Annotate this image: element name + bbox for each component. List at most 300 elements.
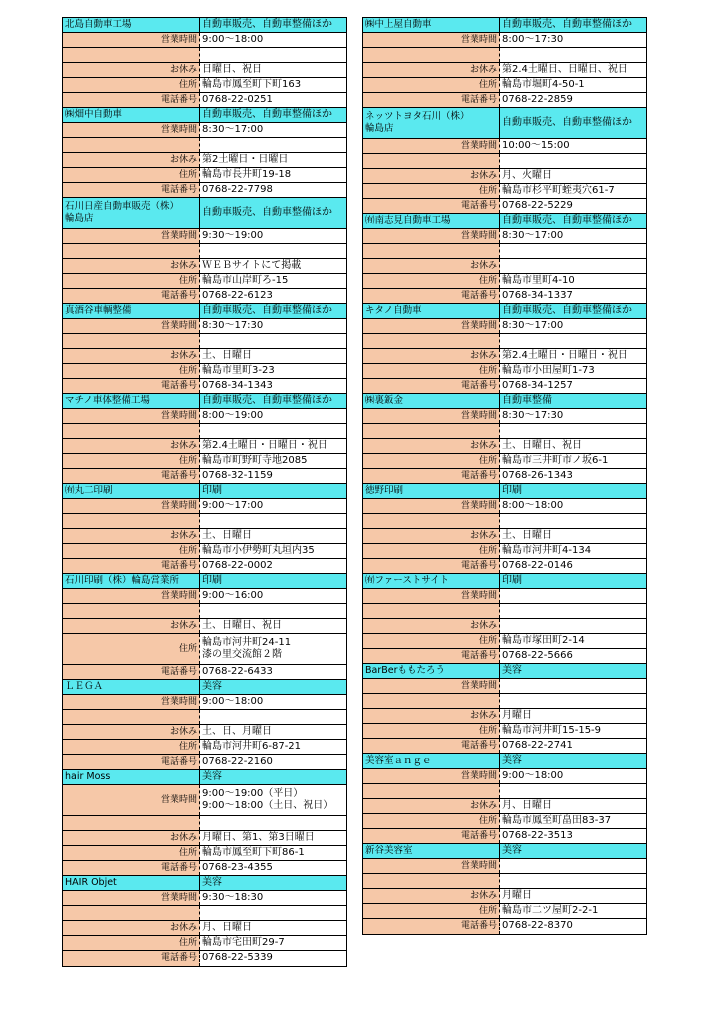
hours-row [63,891,346,906]
blank-label [63,424,200,438]
address-label: 住所 [63,364,200,378]
blank-label [63,244,200,258]
blank-label [63,816,200,830]
address-value: 輪島市塚田町2-14 [502,635,585,646]
phone-label: 電話番号 [363,559,500,573]
hours-label: 営業時間 [63,409,200,423]
blank-value [500,334,646,348]
hours-label: 営業時間 [63,785,200,815]
business-header-row [363,754,646,769]
business-name: ㈲南志見自動車工場 [363,214,500,228]
blank-row [63,710,346,725]
blank-row [63,816,346,831]
phone-value: 0768-22-0251 [202,94,273,105]
business-category: 自動車販売、自動車整備ほか [200,108,346,122]
hours-value: 9:30～18:30 [202,892,264,903]
blank-value [200,906,346,920]
closed-label: お休み [63,259,200,273]
phone-label: 電話番号 [63,93,200,107]
phone-value: 0768-22-6123 [202,290,273,301]
closed-label: お休み [363,349,500,363]
blank-row [63,334,346,349]
hours-label: 営業時間 [63,589,200,603]
phone-label: 電話番号 [63,861,200,875]
hours-value: 8:00～18:00 [502,500,564,511]
hours-value: 8:00～19:00 [202,410,264,421]
blank-label [63,138,200,152]
business-header-row [63,304,346,319]
closed-label: お休み [363,889,500,903]
blank-label [63,48,200,62]
hours-value: 8:30～17:30 [202,320,264,331]
phone-value: 0768-22-2160 [202,756,273,767]
blank-row [363,784,646,799]
address-label: 住所 [363,724,500,738]
business-header-row [63,574,346,589]
closed-value: 月、日曜日 [202,922,252,933]
hours-row [63,499,346,514]
business-category: 美容 [200,770,346,784]
blank-row [363,244,646,259]
phone-value: 0768-22-5339 [202,952,273,963]
address-label: 住所 [63,78,200,92]
phone-value: 0768-23-4355 [202,862,273,873]
business-header-row [363,214,646,229]
address-value: 輪島市小伊勢町丸垣内35 [202,545,315,556]
phone-value: 0768-22-0146 [502,560,573,571]
closed-value: 土、日曜日、祝日 [202,620,282,631]
business-name: 真酒谷車輌整備 [63,304,200,318]
blank-label [63,710,200,724]
closed-label: お休み [363,259,500,273]
hours-row [63,409,346,424]
blank-value [500,244,646,258]
address-value: 輪島市河井町15-15-9 [502,725,602,736]
closed-value: 月曜日 [502,890,532,901]
business-header-row [363,664,646,679]
blank-value [500,424,646,438]
closed-value: 第2.4土曜日・日曜日・祝日 [502,350,628,361]
closed-value: 第2.4土曜日、日曜日、祝日 [502,64,628,75]
phone-value: 0768-22-0002 [202,560,273,571]
blank-value [500,874,646,888]
blank-row [63,48,346,63]
hours-row [363,859,646,874]
phone-value: 0768-26-1343 [502,470,573,481]
address-label: 住所 [363,184,500,198]
closed-value [500,619,646,633]
address-label: 住所 [63,544,200,558]
closed-value: ＷＥＢサイトにて掲載 [202,260,302,271]
closed-label: お休み [63,63,200,77]
phone-value: 0768-34-1337 [502,290,573,301]
address-row [363,274,646,289]
hours-row [63,229,346,244]
business-category: 自動車販売、自動車整備ほか [200,394,346,408]
phone-row [363,919,646,934]
blank-label [63,514,200,528]
blank-label [363,784,500,798]
address-value: 輪島市鳳至町畠田83-37 [502,815,612,826]
address-row [63,78,346,93]
business-category: 美容 [500,844,646,858]
blank-label [363,244,500,258]
blank-row [63,244,346,259]
hours-row [63,319,346,334]
business-header-row [63,484,346,499]
business-header-row [363,394,646,409]
phone-label: 電話番号 [363,739,500,753]
address-value: 輪島市杉平町蛭夷穴61-7 [502,185,615,196]
closed-value: 土、日曜日 [202,530,252,541]
closed-value [500,259,646,273]
address-value: 輪島市小田屋町1-73 [502,365,595,376]
hours-value [500,589,646,603]
address-row [63,544,346,559]
business-name: ㈱裏鈑金 [363,394,500,408]
address-value: 輪島市二ツ屋町2-2-1 [502,905,599,916]
business-name: 徳野印刷 [363,484,500,498]
business-table-left [62,17,347,967]
blank-value [200,138,346,152]
blank-value [200,48,346,62]
closed-label: お休み [363,799,500,813]
closed-value: 土、日曜日 [202,350,252,361]
hours-row [363,769,646,784]
closed-row [63,63,346,78]
address-row [363,724,646,739]
phone-value: 0768-34-1343 [202,380,273,391]
address-row [63,364,346,379]
phone-label: 電話番号 [63,469,200,483]
business-category: 自動車販売、自動車整備ほか [500,214,646,228]
address-value: 輪島市町野町寺地2085 [202,455,308,466]
closed-row [63,259,346,274]
blank-value [200,334,346,348]
phone-value: 0768-22-5666 [502,650,573,661]
address-value: 輪島市山岸町ろ-15 [202,275,289,286]
blank-row [363,694,646,709]
phone-value: 0768-22-3513 [502,830,573,841]
closed-row [363,63,646,78]
address-row [363,454,646,469]
blank-value [200,244,346,258]
hours-label: 営業時間 [63,229,200,243]
business-category: 印刷 [200,574,346,588]
hours-value [500,679,646,693]
closed-label: お休み [63,619,200,633]
closed-label: お休み [63,831,200,845]
blank-label [363,334,500,348]
business-name: ＬＥＧＡ [63,680,200,694]
closed-row [363,619,646,634]
blank-row [363,424,646,439]
blank-label [363,48,500,62]
address-value: 輪島市河井町4-134 [502,545,592,556]
phone-row [63,379,346,394]
phone-row [363,559,646,574]
business-name: ㈱畑中自動車 [63,108,200,122]
closed-value: 月、火曜日 [502,170,552,181]
blank-label [363,604,500,618]
address-label: 住所 [363,814,500,828]
closed-value: 土、日曜日 [502,530,552,541]
hours-value: 10:00～15:00 [502,140,570,151]
phone-value: 0768-34-1257 [502,380,573,391]
address-row [63,740,346,755]
hours-value: 9:00～18:00 [202,34,264,45]
hours-value: 8:30～17:30 [502,410,564,421]
closed-value: 日曜日、祝日 [202,64,262,75]
phone-label: 電話番号 [363,379,500,393]
blank-value [500,48,646,62]
business-category: 美容 [200,876,346,890]
address-label: 住所 [63,274,200,288]
address-label: 住所 [363,78,500,92]
hours-label: 営業時間 [363,859,500,873]
business-name: 石川印刷（株）輪島営業所 [63,574,200,588]
blank-label [363,694,500,708]
business-header-row [363,304,646,319]
hours-label: 営業時間 [363,319,500,333]
business-header-row [63,18,346,33]
closed-label: お休み [63,725,200,739]
address-value: 輪島市鳳至町下町163 [202,79,302,90]
closed-label: お休み [363,619,500,633]
closed-row [63,921,346,936]
closed-row [63,529,346,544]
phone-row [363,469,646,484]
address-row [363,544,646,559]
phone-value: 0768-22-7798 [202,184,273,195]
address-row [63,936,346,951]
phone-label: 電話番号 [63,951,200,966]
business-header-row [363,574,646,589]
phone-row [63,183,346,198]
hours-row [63,589,346,604]
closed-row [363,709,646,724]
phone-value: 0768-22-6433 [202,666,273,677]
phone-value: 0768-22-8370 [502,920,573,931]
phone-value: 0768-22-2741 [502,740,573,751]
blank-row [363,604,646,619]
closed-row [363,799,646,814]
closed-row [63,349,346,364]
blank-row [363,48,646,63]
closed-label: お休み [63,921,200,935]
blank-row [363,514,646,529]
phone-row [63,559,346,574]
closed-row [63,619,346,634]
hours-label: 営業時間 [363,499,500,513]
phone-label: 電話番号 [63,755,200,769]
address-label: 住所 [63,168,200,182]
blank-label [63,906,200,920]
closed-value: 月、日曜日 [502,800,552,811]
business-category: 自動車販売、自動車整備ほか [500,108,646,138]
blank-value [500,604,646,618]
business-name: ㈲ファーストサイト [363,574,500,588]
hours-label: 営業時間 [63,499,200,513]
phone-row [63,469,346,484]
blank-row [363,154,646,169]
hours-row [363,679,646,694]
blank-value [200,816,346,830]
blank-value [500,694,646,708]
business-category: 自動車販売、自動車整備ほか [500,304,646,318]
blank-label [363,424,500,438]
business-category: 自動車販売、自動車整備ほか [200,304,346,318]
closed-row [363,439,646,454]
closed-label: お休み [363,169,500,183]
closed-row [363,169,646,184]
business-header-row [363,484,646,499]
business-header-row [363,18,646,33]
address-label: 住所 [363,544,500,558]
business-category: 美容 [500,664,646,678]
phone-row [63,289,346,304]
closed-row [363,529,646,544]
hours-value: 9:00～18:00 [202,696,264,707]
hours-row [363,319,646,334]
business-category: 美容 [500,754,646,768]
hours-row [63,33,346,48]
closed-row [363,259,646,274]
blank-label [363,154,500,168]
blank-row [63,604,346,619]
blank-row [63,906,346,921]
address-row [363,904,646,919]
phone-label: 電話番号 [363,469,500,483]
hours-row [363,589,646,604]
hours-value: 9:00～18:00 [502,770,564,781]
phone-label: 電話番号 [363,199,500,213]
business-category: 印刷 [200,484,346,498]
phone-row [363,199,646,214]
closed-value: 土、日、月曜日 [202,726,272,737]
address-row [63,454,346,469]
business-category: 自動車販売、自動車整備ほか [200,18,346,32]
hours-label: 営業時間 [363,409,500,423]
business-name: hair Moss [63,770,200,784]
hours-label: 営業時間 [363,769,500,783]
blank-row [63,138,346,153]
blank-row [63,514,346,529]
address-label: 住所 [363,634,500,648]
business-name: マチノ車体整備工場 [63,394,200,408]
address-value: 輪島市三井町市ノ坂6-1 [502,455,609,466]
business-category: 自動車販売、自動車整備ほか [500,18,646,32]
hours-row [363,139,646,154]
business-header-row [63,108,346,123]
closed-value: 第2土曜日・日曜日 [202,154,289,165]
phone-row [363,649,646,664]
hours-value: 9:00～16:00 [202,590,264,601]
blank-row [363,874,646,889]
address-row [363,364,646,379]
closed-row [63,725,346,740]
hours-row [63,785,346,816]
closed-row [63,831,346,846]
closed-label: お休み [363,439,500,453]
closed-label: お休み [363,529,500,543]
hours-label: 営業時間 [363,33,500,47]
business-category: 自動車販売、自動車整備ほか [200,198,346,228]
address-value: 輪島市河井町24-11 漆の里交流館２階 [202,637,292,660]
hours-value: 9:00～17:00 [202,500,264,511]
business-header-row [363,108,646,139]
business-name: ネッツトヨタ石川（株） 輪島店 [363,108,500,138]
hours-label: 営業時間 [63,695,200,709]
business-category: 自動車整備 [500,394,646,408]
hours-label: 営業時間 [363,229,500,243]
blank-row [63,424,346,439]
closed-label: お休み [63,349,200,363]
closed-value: 土、日曜日、祝日 [502,440,582,451]
address-row [363,814,646,829]
phone-row [363,739,646,754]
phone-row [63,861,346,876]
business-name: BarBerももたろう [363,664,500,678]
phone-label: 電話番号 [363,93,500,107]
address-label: 住所 [63,936,200,950]
closed-row [363,349,646,364]
blank-label [63,604,200,618]
address-value: 輪島市里町3-23 [202,365,275,376]
business-category: 印刷 [500,574,646,588]
blank-label [363,514,500,528]
phone-label: 電話番号 [363,919,500,934]
phone-row [63,93,346,108]
hours-row [363,229,646,244]
business-category: 印刷 [500,484,646,498]
address-row [63,846,346,861]
hours-label: 営業時間 [363,139,500,153]
address-label: 住所 [63,634,200,664]
business-header-row [63,770,346,785]
business-header-row [363,844,646,859]
blank-value [200,424,346,438]
closed-label: お休み [363,63,500,77]
phone-label: 電話番号 [63,183,200,197]
address-row [63,168,346,183]
address-label: 住所 [363,904,500,918]
phone-value: 0768-22-5229 [502,200,573,211]
hours-value: 8:30～17:00 [502,320,564,331]
business-header-row [63,198,346,229]
address-label: 住所 [363,274,500,288]
phone-row [63,665,346,680]
phone-label: 電話番号 [63,665,200,679]
business-name: HAIR Objet [63,876,200,890]
closed-label: お休み [63,439,200,453]
phone-row [63,755,346,770]
closed-row [63,153,346,168]
business-name: キタノ自動車 [363,304,500,318]
blank-row [363,334,646,349]
business-name: 新谷美容室 [363,844,500,858]
closed-value: 月曜日 [502,710,532,721]
hours-value [500,859,646,873]
hours-row [363,499,646,514]
hours-value: 8:30～17:00 [202,124,264,135]
closed-value: 月曜日、第1、第3日曜日 [202,832,315,843]
blank-value [500,784,646,798]
hours-label: 営業時間 [63,33,200,47]
hours-value: 9:30～19:00 [202,230,264,241]
blank-label [363,874,500,888]
business-table-right [362,17,647,935]
